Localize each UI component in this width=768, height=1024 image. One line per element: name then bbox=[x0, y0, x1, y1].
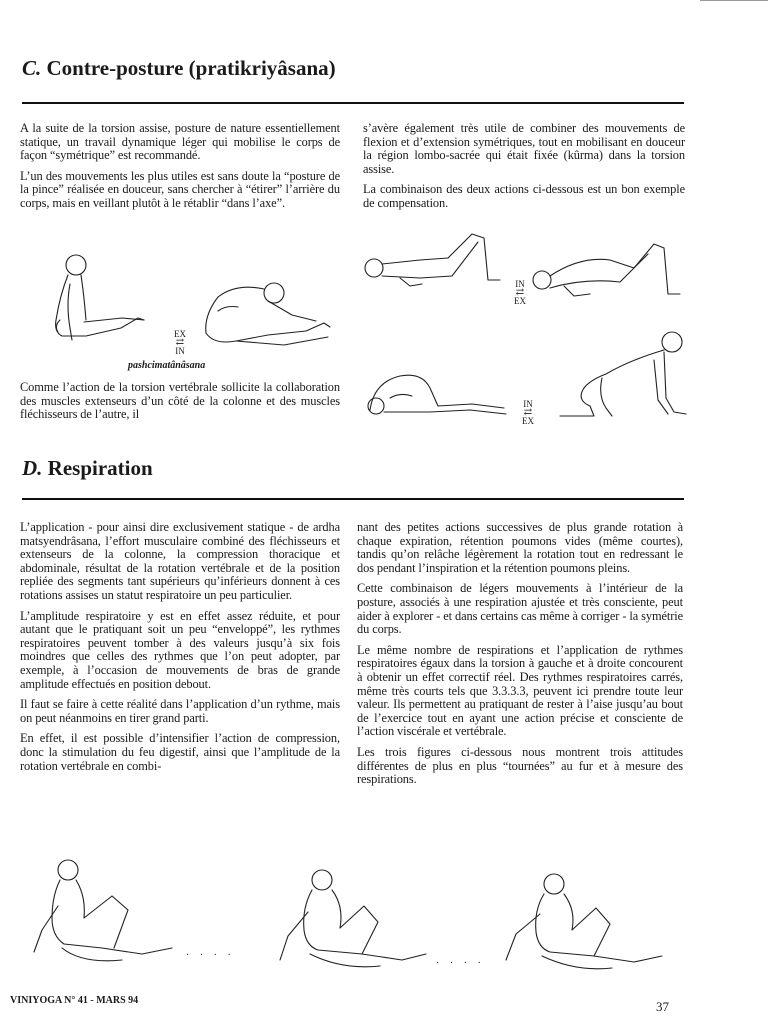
paragraph: Cette combinaison de légers mouvements à l’intérieur de la posture, associés à une respiration ajustée et très consciente, peut aider à explorer - et dans certains cas même à corriger - la symétrie du corps. bbox=[357, 581, 683, 637]
paragraph: L’application - pour ainsi dire exclusivement statique - de ardha matsyendrâsana, l’effort musculaire combiné des fléchisseurs et extenseurs de la colonne, la compression thoracique et abdominale, résultat de la rotation vertébrale et de la position repliée des segments tant supérieurs qu’inférieurs donnent à ces rotations assises un statut respiratoire un peu particulier. bbox=[20, 520, 340, 602]
double-arrow-icon: ⇄ bbox=[175, 337, 185, 348]
section-d-letter: D. bbox=[22, 456, 43, 480]
arrow-bottom-label: IN bbox=[175, 346, 185, 356]
seated-twist-figure-1 bbox=[22, 856, 182, 972]
paragraph: L’amplitude respiratoire y est en effet assez réduite, et pour autant que le pratiquant soit un peu “enveloppé”, les rythmes respiratoires peuvent tomber à des valeurs jusqu’à six fois moindres que celles des rythmes que l’on peut adopter, par exemple, à l’occasion de mouvements de bras de grande amplitude effectués en position debout. bbox=[20, 608, 340, 691]
breath-arrow-bridge bbox=[508, 280, 532, 306]
paragraph: Les trois figures ci-dessous nous montrent trois attitudes différentes de plus en plus “tournées” au fur et à mesure des respirations. bbox=[357, 744, 683, 787]
breath-arrow-pince bbox=[168, 330, 192, 356]
bridge-pose-figure bbox=[530, 238, 690, 300]
section-c-rule bbox=[22, 102, 684, 104]
section-d-left-column bbox=[20, 521, 340, 780]
section-d-heading bbox=[22, 456, 153, 481]
seated-twist-figure-2 bbox=[262, 866, 432, 976]
seated-forward-bend-figure-1 bbox=[26, 250, 166, 350]
breath-arrow-cat bbox=[516, 400, 540, 426]
corner-mark bbox=[700, 0, 768, 1]
seated-forward-bend-figure-2 bbox=[196, 275, 336, 355]
paragraph: En effet, il est possible d’intensifier l’action de compression, donc la stimulation du feu digestif, ainsi que l’amplitude de la rotation vertébrale en combi- bbox=[20, 731, 340, 773]
double-arrow-icon: ⇄ bbox=[523, 407, 533, 418]
section-c-title: Contre-posture (pratikriyâsana) bbox=[46, 56, 336, 80]
child-pose-figure bbox=[360, 368, 512, 420]
section-c-letter: C. bbox=[22, 56, 42, 80]
page-number: 37 bbox=[656, 999, 669, 1014]
arrow-bottom-label: EX bbox=[514, 296, 526, 306]
sequence-dots: · · · · bbox=[186, 950, 235, 961]
section-d-right-column bbox=[357, 521, 683, 794]
seated-twist-figure-3 bbox=[496, 870, 666, 978]
arrow-top-label: EX bbox=[174, 329, 186, 339]
section-c-heading bbox=[22, 56, 336, 81]
paragraph: Comme l’action de la torsion vertébrale sollicite la collaboration des muscles extenseurs d’un côté de la colonne et des muscles fléchisseurs de l’autre, il bbox=[20, 380, 340, 422]
arrow-top-label: IN bbox=[523, 399, 533, 409]
section-c-left-column bbox=[20, 122, 340, 218]
section-c-right-column bbox=[363, 122, 685, 218]
section-d-title: Respiration bbox=[47, 456, 153, 480]
arrow-bottom-label: EX bbox=[522, 416, 534, 426]
section-d-rule bbox=[22, 498, 684, 500]
paragraph: Il faut se faire à cette réalité dans l’application d’un rythme, mais on peut néanmoins en tirer grand parti. bbox=[20, 697, 340, 725]
paragraph: A la suite de la torsion assise, posture de nature essentiellement statique, un travail dynamique léger qui mobilise le corps de façon “symétrique” est recommandé. bbox=[20, 121, 340, 163]
section-c-bottom-left-column bbox=[20, 381, 340, 429]
journal-footer: VINIYOGA N° 41 - MARS 94 bbox=[10, 995, 139, 1006]
arrow-top-label: IN bbox=[515, 279, 525, 289]
paragraph: La combinaison des deux actions ci-dessous est un bon exemple de compensation. bbox=[363, 182, 685, 210]
figure-caption: pashcimatânâsana bbox=[128, 360, 206, 371]
sequence-dots: · · · · bbox=[436, 958, 485, 969]
paragraph: Le même nombre de respirations et l’application de rythmes respiratoires égaux dans la torsion à gauche et à droite concourent à obtenir un effet correctif réel. Des rythmes respiratoires carrés, même très courts tels que 3.3.3.3, peuvent ici prendre toute leur valeur. Ils permettent au pratiquant de rester à l’aise jusqu’au bout de l’exercice tout en ayant une action précise et consciente de l’action viscérale et vertébrale. bbox=[357, 642, 683, 739]
paragraph: L’un des mouvements les plus utiles est sans doute la “posture de la pince” réalisée en douceur, sans chercher à “étirer” l’arrière du corps, mais en veillant plutôt à le rétablir “dans l’axe”. bbox=[20, 168, 340, 210]
paragraph: nant des petites actions successives de plus grande rotation à chaque expiration, rétention poumons vides (même courtes), tandis qu’on relâche légèrement la rotation tout en redressant le dos pendant l’inspiration et la rétention poumons pleins. bbox=[357, 520, 683, 575]
cat-pose-figure bbox=[540, 326, 690, 422]
paragraph: s’avère également très utile de combiner des mouvements de flexion et d’extension symétriques, tout en mobilisant en douceur la région lombo-sacrée qui était fixée (kûrma) dans la torsion assise. bbox=[363, 121, 685, 176]
supine-lying-figure bbox=[360, 228, 520, 298]
double-arrow-icon: ⇄ bbox=[515, 287, 525, 298]
